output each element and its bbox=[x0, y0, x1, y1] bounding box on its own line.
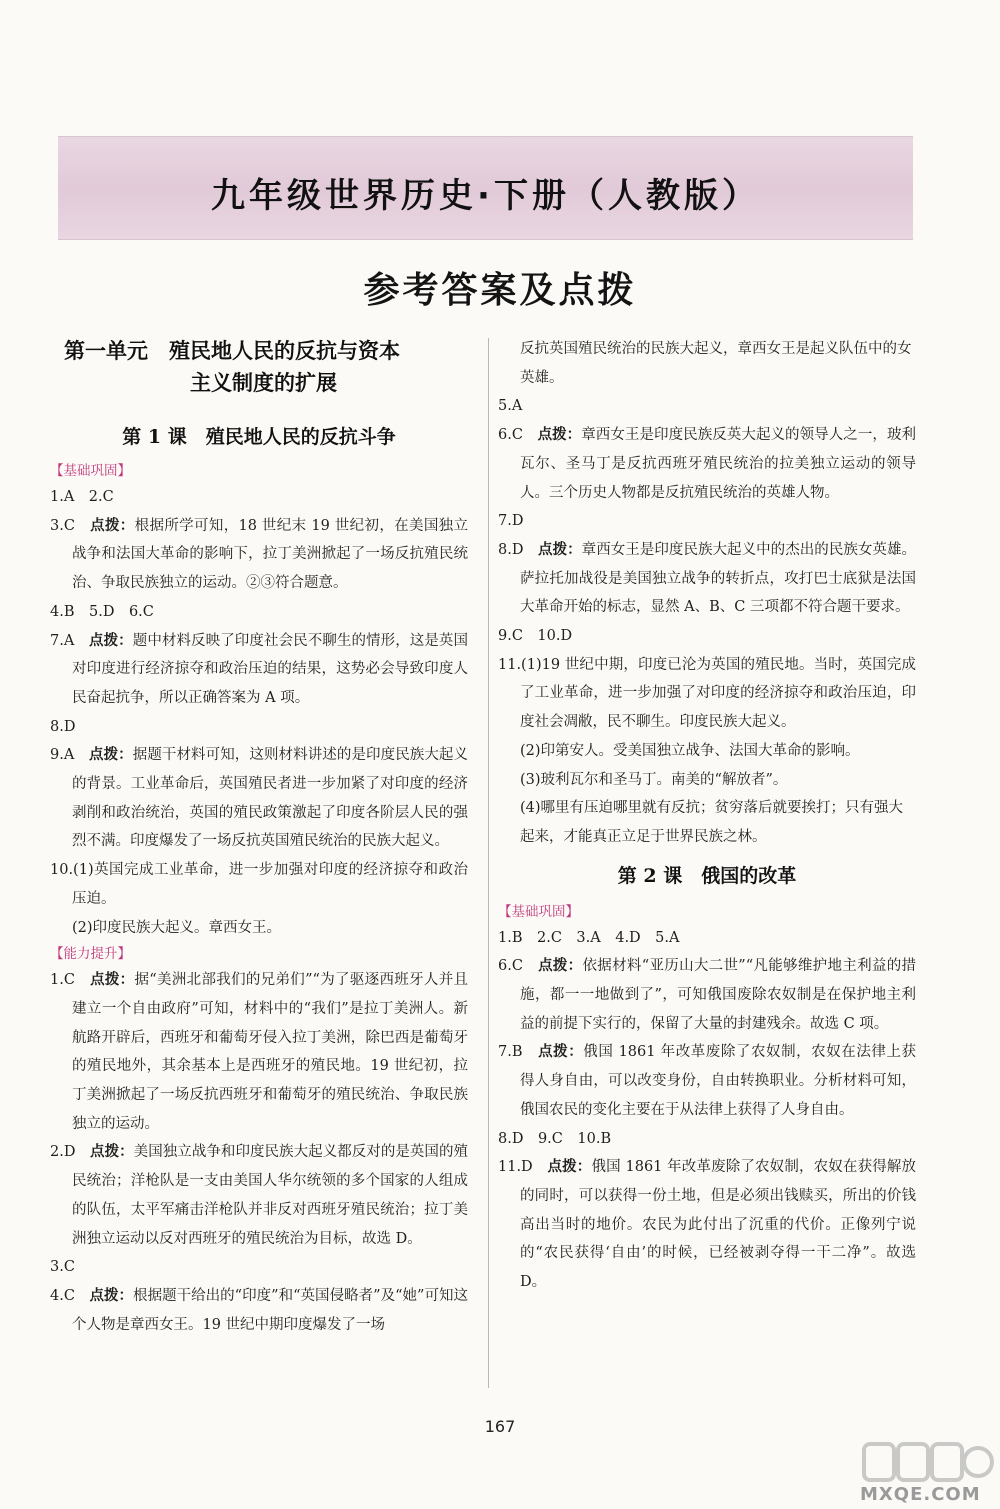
hint-label: 点拨： bbox=[90, 516, 135, 534]
answer-item bbox=[498, 421, 916, 507]
answer-item bbox=[50, 741, 468, 856]
answer-explanation: 依据材料“亚历山大二世”“凡能够维护地主利益的措施，都一一地做到了”，可知俄国废除农奴制是在保护地主利益的前提下实行的，保留了大量的封建残余。故选 C 项。 bbox=[520, 958, 917, 1032]
answer-item: 5.A bbox=[498, 398, 523, 415]
answer-key: 1.C bbox=[50, 972, 75, 989]
answer-item: 3.C bbox=[50, 1259, 75, 1276]
answer-explanation: 章西女王是印度民族反英大起义的领导人之一，玻利瓦尔、圣马丁是反抗西班牙殖民统治的拉美独立运动的领导人。三个历史人物都是反抗殖民统治的英雄人物。 bbox=[520, 427, 917, 501]
page-number: 167 bbox=[484, 1417, 516, 1436]
answer-subitem: (3)玻利瓦尔和圣马丁。南美的“解放者”。 bbox=[520, 771, 788, 788]
left-column bbox=[50, 335, 468, 1339]
answer-explanation: 俄国 1861 年改革废除了农奴制，农奴在法律上获得人身自由，可以改变身份，自由转换职业。分析材料可知，俄国农民的变化主要在于从法律上获得了人身自由。 bbox=[520, 1044, 917, 1118]
answer-explanation: 根据所学可知，18 世纪末 19 世纪初，在美国独立战争和法国大革命的影响下，拉丁美洲掀起了一场反抗殖民统治、争取民族独立的运动。②③符合题意。 bbox=[72, 517, 469, 592]
section-tag-ability: 【能力提升】 bbox=[50, 946, 131, 963]
answer-explanation: 俄国 1861 年改革废除了农奴制，农奴在获得解放的同时，可以获得一份土地，但是必须出钱赎买，所出的价钱高出当时的地价。农民为此付出了沉重的代价。正像列宁说的“农民获得‘自由’的时候，已经被剥夺得一干二净”。故选 D。 bbox=[520, 1159, 917, 1291]
answer-key: 9.A bbox=[50, 747, 75, 764]
answer-key: 3.C bbox=[50, 517, 75, 534]
hint-label: 点拨： bbox=[90, 971, 135, 989]
answer-explanation: 据“美洲北部我们的兄弟们”“为了驱逐西班牙人并且建立一个自由政府”可知，材料中的“我们”是拉丁美洲人。新航路开辟后，西班牙和葡萄牙侵入拉丁美洲，除巴西是葡萄牙的殖民地外，其余基本上是西班牙的殖民地。19 世纪初，拉丁美洲掀起了一场反抗西班牙和葡萄牙的殖民统治、争取民族独立的运动。 bbox=[72, 972, 469, 1132]
answer-item: 8.D 9.C 10.B bbox=[498, 1130, 612, 1147]
answer-subitem: (2)印度民族大起义。章西女王。 bbox=[72, 919, 282, 936]
right-column bbox=[498, 335, 916, 1297]
lesson2-title: 第 2 课 俄国的改革 bbox=[617, 864, 797, 887]
hint-label: 点拨： bbox=[538, 1043, 584, 1061]
unit-title bbox=[50, 335, 468, 399]
answer-explanation: 题中材料反映了印度社会民不聊生的情形，这是英国对印度进行经济掠夺和政治压迫的结果，这势必会导致印度人民奋起抗争，所以正确答案为 A 项。 bbox=[72, 632, 469, 706]
lesson1-title: 第 1 课 殖民地人民的反抗斗争 bbox=[122, 426, 396, 448]
answer-explanation: 美国独立战争和印度民族大起义都反对的是英国的殖民统治；洋枪队是一支由美国人华尔统领的多个国家的人组成的队伍，太平军痛击洋枪队并非反对西班牙殖民统治；拉丁美洲独立运动以反对西班牙的殖民统治为目标，故选 D。 bbox=[72, 1144, 469, 1247]
answer-explanation: 据题干材料可知，这则材料讲述的是印度民族大起义的背景。工业革命后，英国殖民者进一步加紧了对印度的经济剥削和政治统治，英国的殖民政策激起了印度各阶层人民的强烈不满。印度爆发了一场反抗英国殖民统治的民族大起义。 bbox=[72, 747, 469, 850]
hint-label: 点拨： bbox=[90, 1143, 134, 1161]
answer-subitem: (2)印第安人。受美国独立战争、法国大革命的影响。 bbox=[520, 742, 860, 759]
answer-item bbox=[50, 512, 468, 598]
answer-item: 4.B 5.D 6.C bbox=[50, 603, 154, 620]
answer-item bbox=[50, 1282, 468, 1339]
hint-label: 点拨： bbox=[88, 631, 133, 649]
column-divider bbox=[488, 338, 489, 1388]
answer-continuation: 反抗英国殖民统治的民族大起义，章西女王是起义队伍中的女英雄。 bbox=[520, 341, 912, 386]
watermark-text: MXQE.COM bbox=[860, 1484, 981, 1505]
title-banner bbox=[58, 136, 913, 240]
answer-item bbox=[498, 952, 916, 1038]
answer-subitem: (4)哪里有压迫哪里就有反抗；贫穷落后就要挨打；只有强大起来，才能真正立足于世界民族之林。 bbox=[520, 800, 904, 845]
hint-label: 点拨： bbox=[537, 426, 582, 444]
answer-item: 1.A 2.C bbox=[50, 489, 114, 505]
hint-label: 点拨： bbox=[538, 540, 582, 558]
answer-item: 8.D bbox=[50, 718, 76, 735]
answer-key: 2.D bbox=[50, 1144, 76, 1161]
answer-explanation: 根据题干给出的“印度”和“英国侵略者”及“她”可知这个人物是章西女王。19 世纪中期印度爆发了一场 bbox=[72, 1287, 469, 1333]
hint-label: 点拨： bbox=[88, 746, 133, 764]
answer-item: 10.(1)英国完成工业革命，进一步加强对印度的经济掠夺和政治压迫。 bbox=[50, 862, 468, 907]
answer-item bbox=[498, 536, 916, 622]
answer-item bbox=[50, 966, 468, 1138]
answer-explanation: 章西女王是印度民族大起义中的杰出的民族女英雄。萨拉托加战役是美国独立战争的转折点，攻打巴士底狱是法国大革命开始的标志，显然 A、B、C 三项都不符合题干要求。 bbox=[520, 541, 917, 616]
answer-item: 7.D bbox=[498, 513, 524, 530]
answer-item bbox=[50, 1138, 468, 1253]
answer-key: 7.A bbox=[50, 632, 75, 649]
answer-item bbox=[498, 1038, 916, 1124]
page-title: 参考答案及点拨 bbox=[363, 269, 637, 311]
answer-item bbox=[498, 1153, 916, 1297]
answer-key: 7.B bbox=[498, 1044, 523, 1061]
answer-key: 6.C bbox=[498, 958, 523, 975]
section-tag-basic: 【基础巩固】 bbox=[50, 463, 131, 479]
section-tag-basic-2: 【基础巩固】 bbox=[498, 903, 579, 920]
answer-key: 11.D bbox=[498, 1159, 533, 1176]
hint-label: 点拨： bbox=[547, 1158, 592, 1176]
answer-item bbox=[50, 627, 468, 713]
answer-item: 9.C 10.D bbox=[498, 628, 573, 645]
answer-key: 4.C bbox=[50, 1287, 75, 1304]
unit-title-line2: 主义制度的扩展 bbox=[190, 371, 337, 395]
answer-item: 11.(1)19 世纪中期，印度已沦为英国的殖民地。当时，英国完成了工业革命，进一步加强了对印度的经济掠夺和政治压迫，印度社会凋敝，民不聊生。印度民族大起义。 bbox=[498, 656, 916, 731]
answer-item: 1.B 2.C 3.A 4.D 5.A bbox=[498, 929, 680, 946]
answer-key: 8.D bbox=[498, 541, 524, 558]
hint-label: 点拨： bbox=[89, 1286, 134, 1304]
unit-title-line1: 第一单元 殖民地人民的反抗与资本 bbox=[64, 339, 400, 363]
banner-title: 九年级世界历史·下册（人教版） bbox=[211, 176, 760, 216]
hint-label: 点拨： bbox=[538, 957, 583, 975]
answer-key: 6.C bbox=[498, 427, 523, 444]
